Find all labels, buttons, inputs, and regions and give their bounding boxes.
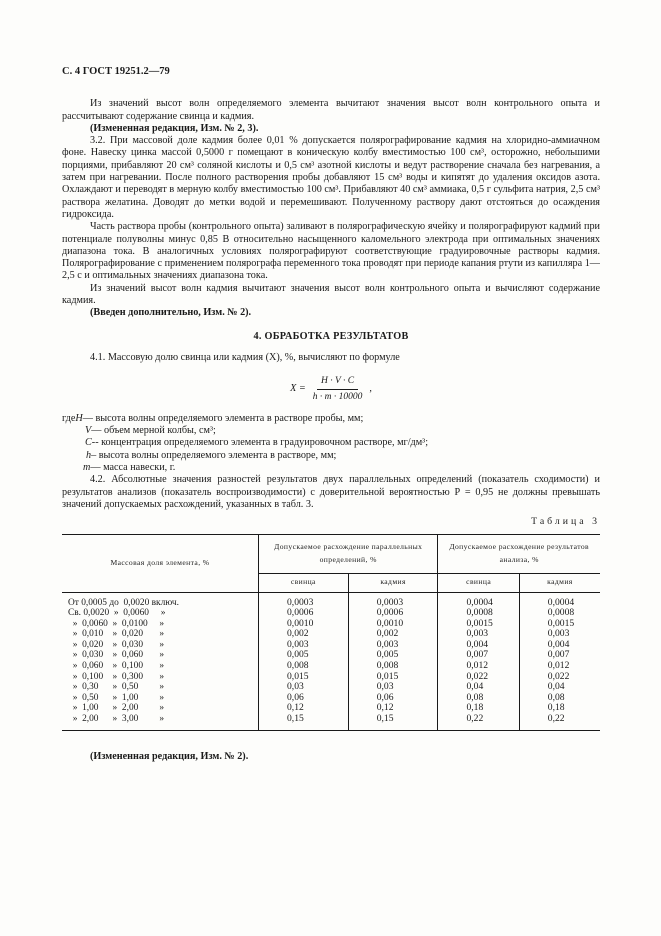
cell-cadmium-analysis: 0,0015 <box>519 619 600 630</box>
cell-cadmium-analysis: 0,0004 <box>519 598 600 609</box>
cell-cadmium-parallel: 0,06 <box>348 693 438 704</box>
cell-lead-analysis: 0,0008 <box>438 608 519 619</box>
cell-lead-parallel: 0,0010 <box>259 619 349 630</box>
legend-text: — высота волны определяемого элемента в растворе пробы, мм; <box>82 412 364 424</box>
cell-lead-parallel: 0,003 <box>259 640 349 651</box>
legend-row <box>62 450 600 462</box>
cell-cadmium-analysis: 0,022 <box>519 672 600 683</box>
table-caption: Таблица 3 <box>531 516 600 528</box>
cell-mass-range: Св. 0,0020 » 0,0060 » <box>68 608 166 619</box>
cell-lead-analysis: 0,18 <box>438 703 519 714</box>
cell-mass-range: » 1,00 » 2,00 » <box>68 703 165 714</box>
legend-text: – высота волны определяемого элемента в растворе, мм; <box>91 449 337 461</box>
cell-mass-range: » 2,00 » 3,00 » <box>68 714 165 725</box>
cell-lead-parallel: 0,0003 <box>259 598 349 609</box>
cell-cadmium-parallel: 0,12 <box>348 703 438 714</box>
formula-tail: , <box>369 382 372 394</box>
col-group-analysis: Допускаемое расхождение результатов анализа, % <box>438 534 600 573</box>
cell-cadmium-parallel: 0,008 <box>348 661 438 672</box>
subcol-cadmium-2: кадмия <box>519 573 600 592</box>
cell-lead-analysis: 0,22 <box>438 714 519 725</box>
cell-lead-parallel: 0,008 <box>259 661 349 672</box>
cell-cadmium-analysis: 0,004 <box>519 640 600 651</box>
document-page <box>62 66 600 763</box>
table-row <box>62 693 600 704</box>
cell-cadmium-parallel: 0,002 <box>348 629 438 640</box>
table-body <box>62 592 600 730</box>
cell-mass-range: » 0,100 » 0,300 » <box>68 671 165 682</box>
cell-mass-range: » 0,50 » 1,00 » <box>68 692 165 703</box>
legend-text: — масса навески, г. <box>90 462 176 474</box>
subcol-cadmium-1: кадмия <box>348 573 438 592</box>
table-row <box>62 640 600 651</box>
legend-row <box>62 437 600 449</box>
cell-lead-parallel: 0,002 <box>259 629 349 640</box>
cell-cadmium-analysis: 0,0008 <box>519 608 600 619</box>
formula-denominator: h · m · 10000 <box>312 391 363 402</box>
legend-text: — объем мерной колбы, см³; <box>91 425 216 437</box>
table-row <box>62 629 600 640</box>
cell-lead-parallel: 0,15 <box>259 714 349 725</box>
cell-cadmium-analysis: 0,007 <box>519 650 600 661</box>
cell-mass-range: От 0,0005 до 0,0020 включ. <box>68 597 179 608</box>
cell-mass-range: » 0,060 » 0,100 » <box>68 661 165 672</box>
cell-cadmium-parallel: 0,015 <box>348 672 438 683</box>
table-row <box>62 714 600 725</box>
cell-cadmium-analysis: 0,04 <box>519 682 600 693</box>
paragraph-4-1: 4.1. Массовую долю свинца или кадмия (X), %, вычисляют по формуле <box>90 351 400 363</box>
cell-lead-parallel: 0,12 <box>259 703 349 714</box>
table-row <box>62 703 600 714</box>
cell-lead-analysis: 0,0004 <box>438 598 519 609</box>
table-row <box>62 682 600 693</box>
subcol-lead-1: свинца <box>259 573 349 592</box>
cell-lead-analysis: 0,007 <box>438 650 519 661</box>
legend-row <box>62 462 600 474</box>
revision-note-final: (Измененная редакция, Изм. № 2). <box>90 750 249 762</box>
cell-cadmium-parallel: 0,0006 <box>348 608 438 619</box>
cell-cadmium-parallel: 0,0003 <box>348 598 438 609</box>
cell-mass-range: » 0,010 » 0,020 » <box>68 629 165 640</box>
subcol-lead-2: свинца <box>438 573 519 592</box>
cell-lead-analysis: 0,004 <box>438 640 519 651</box>
table-row <box>62 650 600 661</box>
legend-symbol: H <box>75 412 83 424</box>
table-row <box>62 619 600 630</box>
col-mass-header: Массовая доля элемента, % <box>62 534 259 592</box>
formula-lhs: X = <box>290 382 306 394</box>
cell-lead-parallel: 0,03 <box>259 682 349 693</box>
formula-legend <box>62 413 600 474</box>
cell-mass-range: » 0,0060 » 0,0100 » <box>68 618 165 629</box>
cell-mass-range: » 0,030 » 0,060 » <box>68 650 165 661</box>
cell-cadmium-parallel: 0,003 <box>348 640 438 651</box>
cell-lead-analysis: 0,022 <box>438 672 519 683</box>
cell-lead-analysis: 0,003 <box>438 629 519 640</box>
page-header: С. 4 ГОСТ 19251.2—79 <box>62 66 170 77</box>
legend-symbol: C <box>85 437 92 449</box>
paragraph-cadmium-waves: Из значений высот волн кадмия вычитают значения высот волн контрольного опыта и вычисляют содержание кадмия. <box>62 282 600 307</box>
legend-row <box>62 413 600 425</box>
revision-note: (Измененная редакция, Изм. № 2, 3). <box>90 122 259 134</box>
cell-cadmium-analysis: 0,22 <box>519 714 600 725</box>
legend-row <box>62 425 600 437</box>
legend-text: -- концентрация определяемого элемента в градуировочном растворе, мг/дм³; <box>91 437 429 449</box>
table-row <box>62 598 600 609</box>
cell-cadmium-analysis: 0,08 <box>519 693 600 704</box>
table-row <box>62 661 600 672</box>
legend-symbol: h <box>86 449 92 461</box>
cell-lead-parallel: 0,005 <box>259 650 349 661</box>
col-group-parallel: Допускаемое расхождение параллельных определений, % <box>259 534 438 573</box>
cell-lead-parallel: 0,015 <box>259 672 349 683</box>
cell-cadmium-parallel: 0,03 <box>348 682 438 693</box>
table-row <box>62 672 600 683</box>
legend-symbol: m <box>83 462 91 474</box>
cell-lead-analysis: 0,04 <box>438 682 519 693</box>
cell-cadmium-parallel: 0,005 <box>348 650 438 661</box>
cell-cadmium-analysis: 0,18 <box>519 703 600 714</box>
cell-mass-range: » 0,020 » 0,030 » <box>68 639 165 650</box>
legend-prefix: где <box>62 412 76 424</box>
formula-fraction <box>309 375 367 403</box>
paragraph-wave-subtraction: Из значений высот волн определяемого элемента вычитают значения высот волн контрольного опыта и рассчитывают содержание свинца и кадмия. <box>62 98 600 122</box>
tolerance-table <box>62 534 600 731</box>
cell-lead-parallel: 0,0006 <box>259 608 349 619</box>
cell-lead-parallel: 0,06 <box>259 693 349 704</box>
cell-lead-analysis: 0,0015 <box>438 619 519 630</box>
cell-lead-analysis: 0,08 <box>438 693 519 704</box>
section-title: 4. ОБРАБОТКА РЕЗУЛЬТАТОВ <box>253 330 409 342</box>
formula <box>62 375 600 403</box>
addition-note: (Введен дополнительно, Изм. № 2). <box>90 307 252 319</box>
paragraph-4-2: 4.2. Абсолютные значения разностей результатов двух параллельных определений (показатель сходимости) и результатов анализов (показатель воспроизводимости) с доверительной вероятностью Р = 0,95 не должны превышать значений допускаемых расхождений, указанных в табл. 3. <box>62 474 600 510</box>
paragraph-3-2: 3.2. При массовой доле кадмия более 0,01 % допускается полярографирование кадмия на хлоридно-аммиачном фоне. Навеску цинка массой 0,5000 г помещают в коническую колбу вместимостью 100 см³, осторожно, небольшими порциями, прибавляют 20 см³ соляной кислоты и 0,5 см³ азотной кислоты и ведут растворение сначала без нагревания, а затем при нагревании. После полного растворения пробы добавляют 15 см³ воды и кипятят до удаления оксидов азота. Охлаждают и переводят в мерную колбу вместимостью 100 см³. Прибавляют 40 см³ аммиака, 0,5 г сульфита натрия, 2,5 см³ раствора желатина. Доводят до метки водой и перемешивают. Полученному раствору дают отстояться до осаждения гидроксида. <box>62 135 600 220</box>
cell-mass-range: » 0,30 » 0,50 » <box>68 682 165 693</box>
cell-cadmium-analysis: 0,012 <box>519 661 600 672</box>
cell-lead-analysis: 0,012 <box>438 661 519 672</box>
cell-cadmium-parallel: 0,15 <box>348 714 438 725</box>
legend-symbol: V <box>85 425 92 437</box>
table-row <box>62 608 600 619</box>
cell-cadmium-analysis: 0,003 <box>519 629 600 640</box>
cell-cadmium-parallel: 0,0010 <box>348 619 438 630</box>
formula-numerator: H · V · C <box>317 375 358 389</box>
paragraph-polarography: Часть раствора пробы (контрольного опыта) заливают в полярографическую ячейку и полярографируют кадмий при потенциале полуволны минус 0,85 В относительно насыщенного каломельного электрода при оптимальных значениях диапазона тока. В аналогичных условиях полярографируют соответствующие градуировочные растворы кадмия. Полярографирование с применением полярографа переменного тока проводят при периоде капания ртути из капилляра 1—2,5 с и оптимальных значениях диапазона тока. <box>62 221 600 282</box>
